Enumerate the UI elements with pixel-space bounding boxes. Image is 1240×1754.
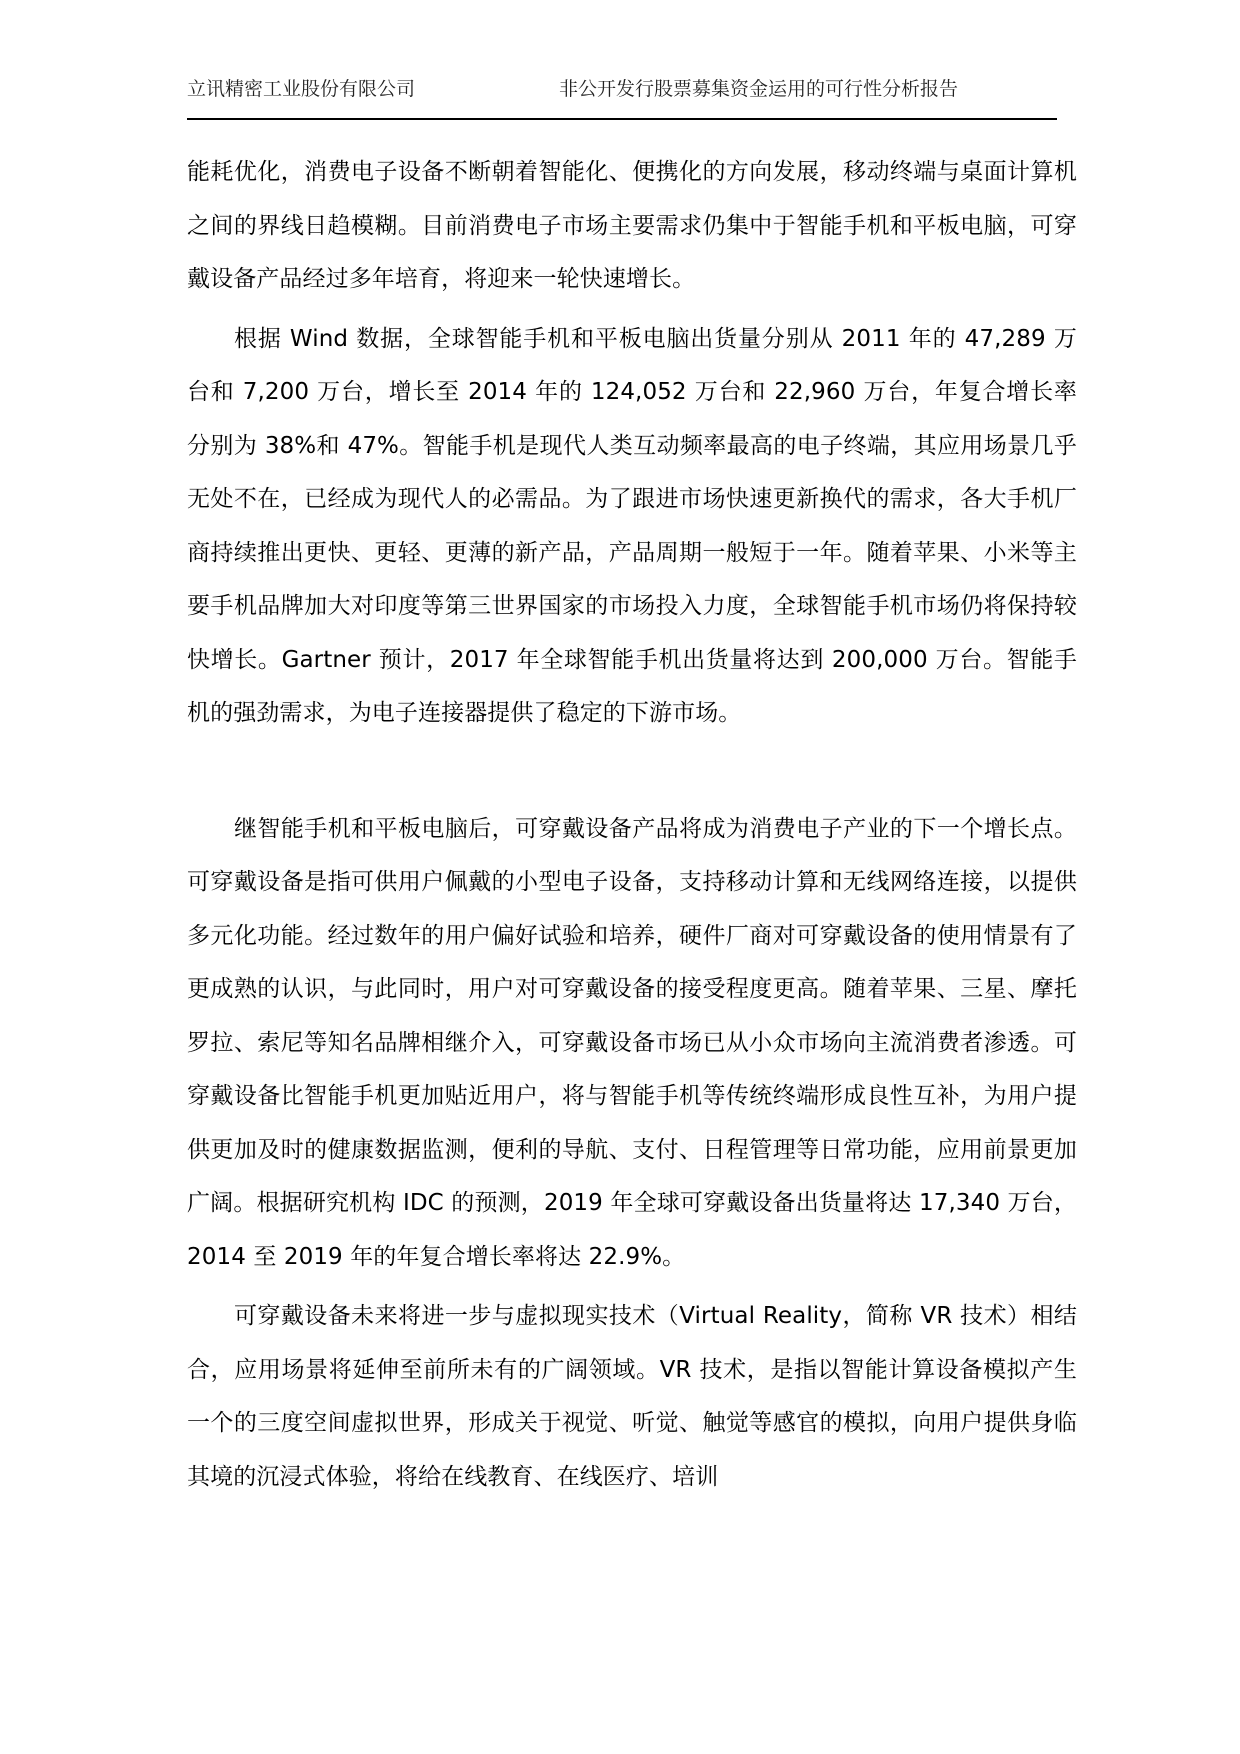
paragraph-vr-technology: 可穿戴设备未来将进一步与虚拟现实技术（Virtual Reality，简称 VR 技术）相结合，应用场景将延伸至前所未有的广阔领域。VR 技术，是指以智能计算设备模拟产生一个的三度空间虚拟世界，形成关于视觉、听觉、触觉等感官的模拟，向用户提供身临其境的沉浸式体验，将给在线教育、在线医疗、培训 [187, 1303, 1077, 1490]
page-header [187, 74, 1057, 120]
header-report-title: 非公开发行股票募集资金运用的可行性分析报告 [559, 78, 959, 100]
header-company-name: 立讯精密工业股份有限公司 [187, 78, 416, 100]
document-body [187, 146, 1077, 1504]
paragraph-continuation: 能耗优化，消费电子设备不断朝着智能化、便携化的方向发展，移动终端与桌面计算机之间的界线日趋模糊。目前消费电子市场主要需求仍集中于智能手机和平板电脑，可穿戴设备产品经过多年培育，将迎来一轮快速增长。 [187, 159, 1077, 292]
paragraph-smartphone-shipments: 根据 Wind 数据，全球智能手机和平板电脑出货量分别从 2011 年的 47,289 万台和 7,200 万台，增长至 2014 年的 124,052 万台和 22,960 万台，年复合增长率分别为 38%和 47%。智能手机是现代人类互动频率最高的电子终端，其应用场景几乎无处不在，已经成为现代人的必需品。为了跟进市场快速更新换代的需求，各大手机厂商持续推出更快、更轻、更薄的新产品，产品周期一般短于一年。随着苹果、小米等主要手机品牌加大对印度等第三世界国家的市场投入力度，全球智能手机市场仍将保持较快增长。Gartner 预计，2017 年全球智能手机出货量将达到 200,000 万台。智能手机的强劲需求，为电子连接器提供了稳定的下游市场。 [187, 325, 1077, 726]
paragraph-wearable-devices: 继智能手机和平板电脑后，可穿戴设备产品将成为消费电子产业的下一个增长点。可穿戴设备是指可供用户佩戴的小型电子设备，支持移动计算和无线网络连接，以提供多元化功能。经过数年的用户偏好试验和培养，硬件厂商对可穿戴设备的使用情景有了更成熟的认识，与此同时，用户对可穿戴设备的接受程度更高。随着苹果、三星、摩托罗拉、索尼等知名品牌相继介入，可穿戴设备市场已从小众市场向主流消费者渗透。可穿戴设备比智能手机更加贴近用户，将与智能手机等传统终端形成良性互补，为用户提供更加及时的健康数据监测，便利的导航、支付、日程管理等日常功能，应用前景更加广阔。根据研究机构 IDC 的预测，2019 年全球可穿戴设备出货量将达 17,340 万台，2014 至 2019 年的年复合增长率将达 22.9%。 [187, 815, 1077, 1270]
